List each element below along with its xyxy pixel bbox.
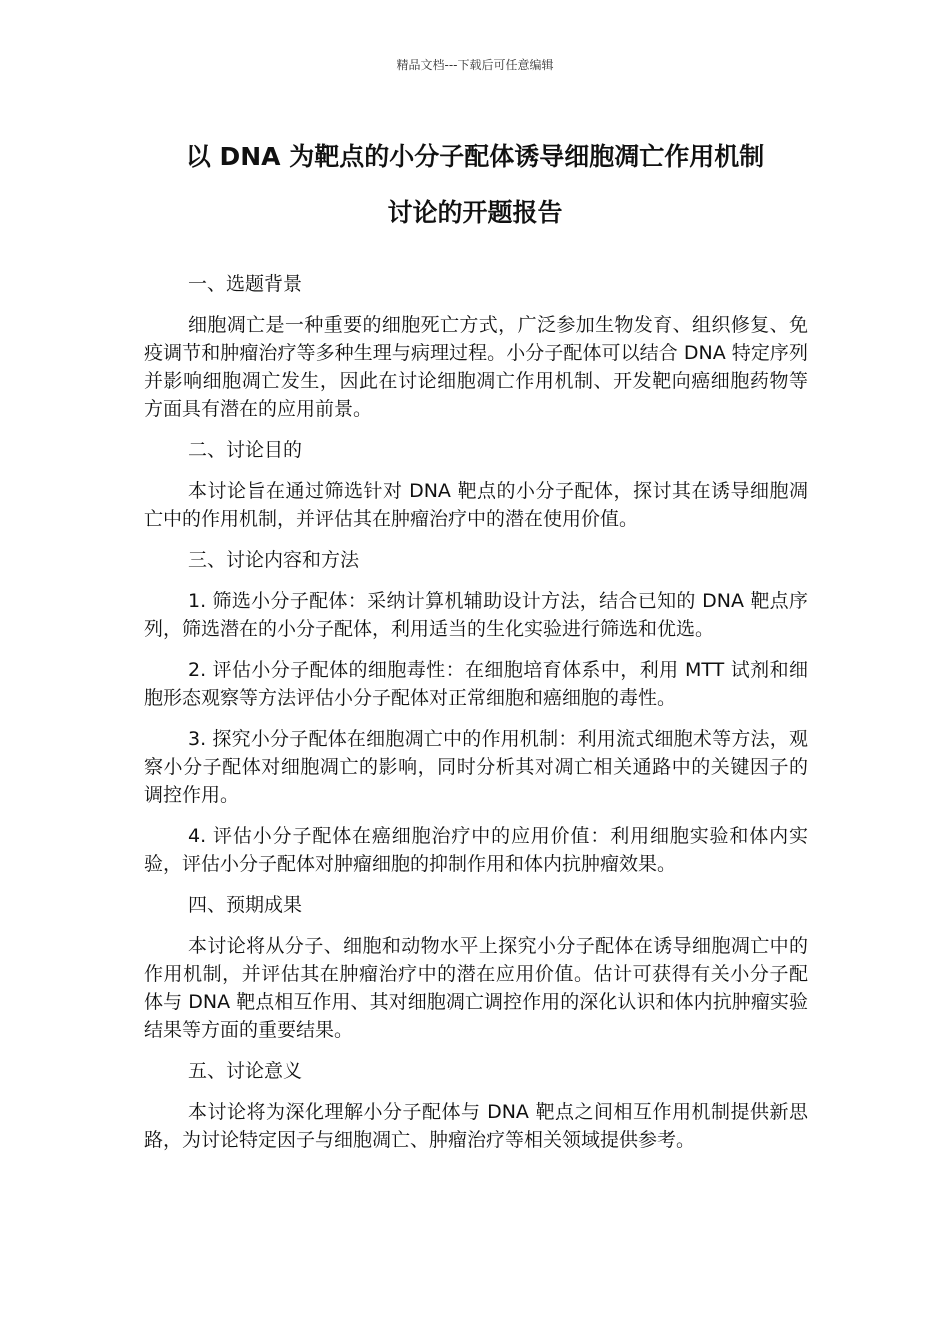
- paragraph-method-3: 3. 探究小分子配体在细胞凋亡中的作用机制：利用流式细胞术等方法，观察小分子配体对细胞凋亡的影响，同时分析其对凋亡相关通路中的关键因子的调控作用。: [144, 728, 808, 806]
- paragraph-method-4: 4. 评估小分子配体在癌细胞治疗中的应用价值：利用细胞实验和体内实验，评估小分子配体对肿瘤细胞的抑制作用和体内抗肿瘤效果。: [144, 825, 808, 875]
- section-heading-expected-results: 四、预期成果: [188, 894, 303, 916]
- section-heading-content-methods: 三、讨论内容和方法: [188, 549, 360, 571]
- paragraph-background: 细胞凋亡是一种重要的细胞死亡方式，广泛参加生物发育、组织修复、免疫调节和肿瘤治疗等多种生理与病理过程。小分子配体可以结合 DNA 特定序列并影响细胞凋亡发生，因此在讨论细胞凋亡作用机制、开发靶向癌细胞药物等方面具有潜在的应用前景。: [144, 314, 808, 420]
- paragraph-purpose: 本讨论旨在通过筛选针对 DNA 靶点的小分子配体，探讨其在诱导细胞凋亡中的作用机制，并评估其在肿瘤治疗中的潜在使用价值。: [144, 480, 808, 530]
- paragraph-significance: 本讨论将为深化理解小分子配体与 DNA 靶点之间相互作用机制提供新思路，为讨论特定因子与细胞凋亡、肿瘤治疗等相关领域提供参考。: [144, 1101, 808, 1151]
- paragraph-expected-results: 本讨论将从分子、细胞和动物水平上探究小分子配体在诱导细胞凋亡中的作用机制，并评估其在肿瘤治疗中的潜在应用价值。估计可获得有关小分子配体与 DNA 靶点相互作用、其对细胞凋亡调控作用的深化认识和体内抗肿瘤实验结果等方面的重要结果。: [144, 935, 808, 1041]
- section-heading-background: 一、选题背景: [188, 273, 303, 295]
- document-title-line-1: 以 DNA 为靶点的小分子配体诱导细胞凋亡作用机制: [185, 142, 765, 171]
- paragraph-method-2: 2. 评估小分子配体的细胞毒性：在细胞培育体系中，利用 MTT 试剂和细胞形态观察等方法评估小分子配体对正常细胞和癌细胞的毒性。: [144, 659, 808, 709]
- paragraph-method-1: 1. 筛选小分子配体：采纳计算机辅助设计方法，结合已知的 DNA 靶点序列，筛选潜在的小分子配体，利用适当的生化实验进行筛选和优选。: [144, 590, 808, 640]
- document-title-line-2: 讨论的开题报告: [387, 198, 563, 227]
- section-heading-significance: 五、讨论意义: [188, 1060, 303, 1082]
- page-header: 精品文档---下载后可任意编辑: [396, 58, 554, 72]
- section-heading-purpose: 二、讨论目的: [188, 439, 303, 461]
- document-body: [144, 270, 808, 1167]
